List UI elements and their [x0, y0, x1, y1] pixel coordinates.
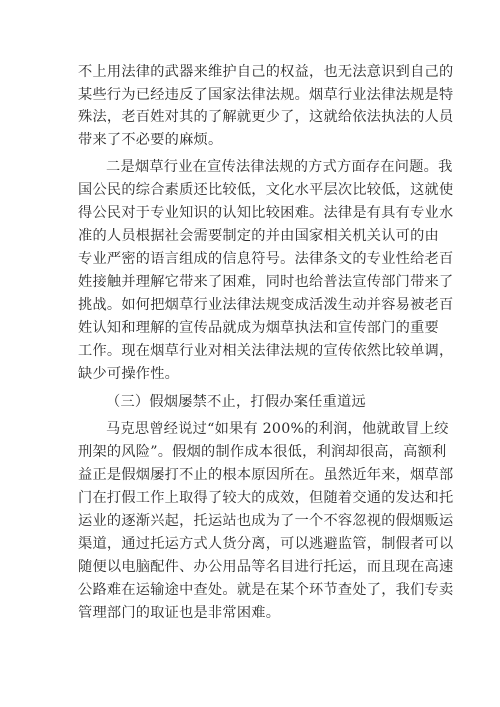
text-line: 带来了不必要的麻烦。	[78, 132, 223, 148]
paragraph-first-line: 二是烟草行业在宣传法律法规的方式方面存在问题。我	[106, 159, 453, 175]
paragraph-first-line: 马克思曾经说过“如果有 200%的利润，他就敢冒上绞	[106, 421, 449, 437]
text-line: 不上用法律的武器来维护自己的权益，也无法意识到自己的	[78, 64, 454, 80]
text-line: 姓认知和理解的宣传品就成为烟草执法和宣传部门的重要	[78, 320, 439, 336]
text-line: 门在打假工作上取得了较大的成效，但随着交通的发达和托	[78, 490, 454, 506]
text-line: 运业的逐渐兴起，托运站也成为了一个不容忽视的假烟贩运	[78, 513, 454, 529]
text-line: 殊法，老百姓对其的了解就更少了，这就给依法执法的人员	[78, 109, 454, 125]
text-line: 刑架的风险”。假烟的制作成本很低，利润却很高，高额利	[78, 444, 447, 460]
text-line: 工作。现在烟草行业对相关法律法规的宣传依然比较单调，	[78, 343, 454, 359]
text-line: 管理部门的取证也是非常困难。	[78, 605, 281, 621]
text-line: 得公民对于专业知识的认知比较困难。法律是有具有专业水	[78, 205, 454, 221]
text-line: 公路难在运输途中查处。就是在某个环节查处了，我们专卖	[78, 582, 454, 598]
text-line: 准的人员根据社会需要制定的并由国家相关机关认可的由	[78, 228, 439, 244]
text-line: 专业严密的语言组成的信息符号。法律条文的专业性给老百	[78, 251, 454, 267]
text-line: 缺少可操作性。	[78, 366, 180, 382]
text-line: 国公民的综合素质还比较低，文化水平层次比较低，这就使	[78, 182, 454, 198]
text-line: 姓接触并理解它带来了困难，同时也给普法宣传部门带来了	[78, 274, 454, 290]
text-line: 随便以电脑配件、办公用品等名目进行托运，而且现在高速	[78, 559, 454, 575]
section-heading: （三）假烟屡禁不止，打假办案任重道远	[106, 394, 366, 410]
text-line: 挑战。如何把烟草行业法律法规变成活泼生动并容易被老百	[78, 297, 454, 313]
text-line: 渠道，通过托运方式人货分离，可以逃避监管，制假者可以	[78, 536, 454, 552]
text-line: 益正是假烟屡打不止的根本原因所在。虽然近年来，烟草部	[78, 467, 454, 483]
text-line: 某些行为已经违反了国家法律法规。烟草行业法律法规是特	[78, 87, 454, 103]
